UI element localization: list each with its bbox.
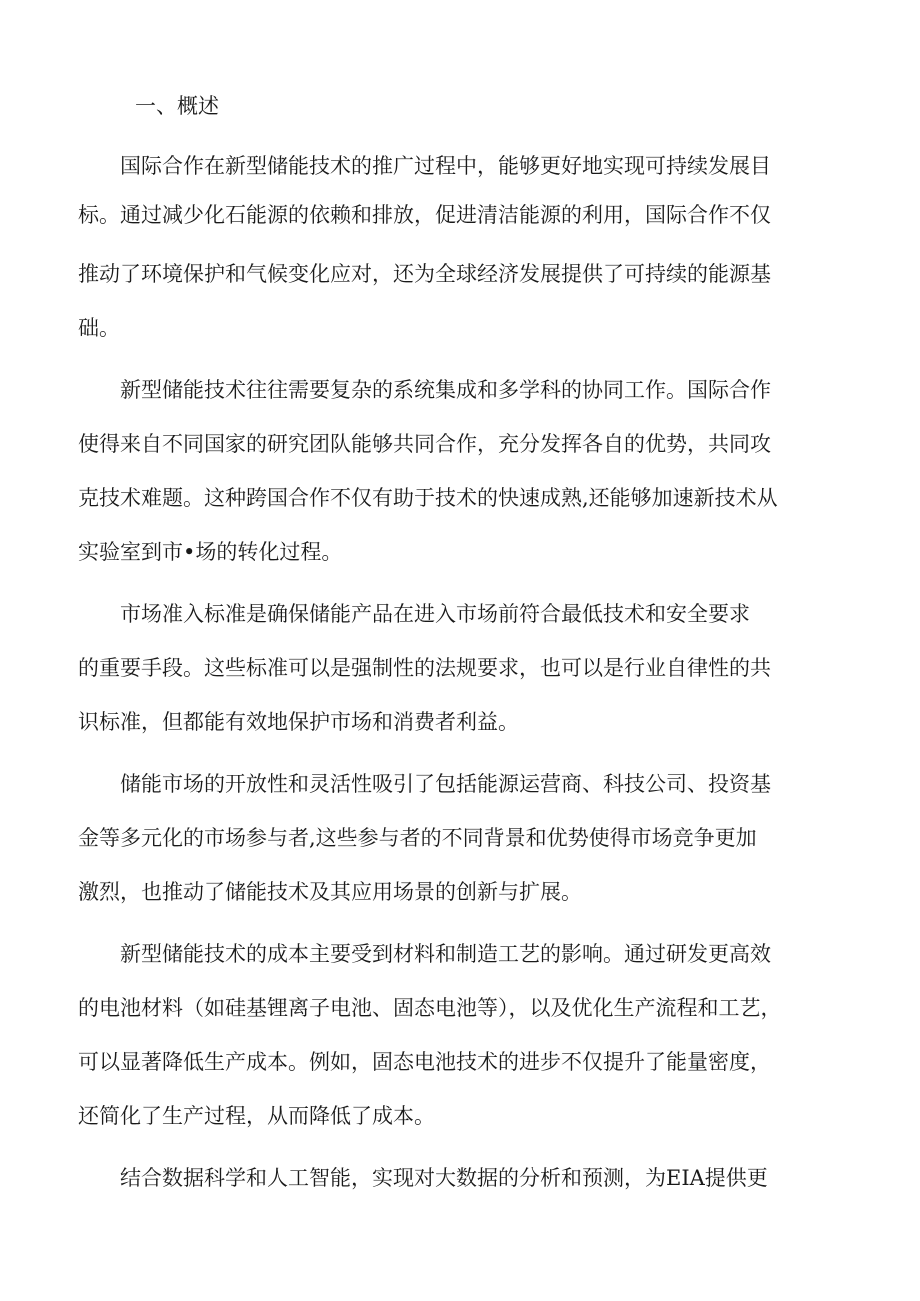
- paragraph-line: 新型储能技术的成本主要受到材料和制造工艺的影响。通过研发更高效: [120, 942, 771, 966]
- paragraph-line: 克技术难题。这种跨国合作不仅有助于技术的快速成熟,还能够加速新技术从: [78, 486, 778, 510]
- paragraph-line: 础。: [78, 316, 120, 340]
- paragraph-line: 还简化了生产过程，从而降低了成本。: [78, 1104, 435, 1128]
- paragraph-line: 识标准，但都能有效地保护市场和消费者利益。: [78, 710, 519, 734]
- section-heading: 一、概述: [135, 94, 219, 118]
- paragraph-line: 推动了环境保护和气候变化应对，还为全球经济发展提供了可持续的能源基: [78, 262, 771, 286]
- paragraph-line: 结合数据科学和人工智能，实现对大数据的分析和预测，为EIA提供更: [120, 1166, 768, 1190]
- paragraph-line: 标。通过减少化石能源的依赖和排放，促进清洁能源的利用，国际合作不仅: [78, 203, 771, 227]
- paragraph-line: 使得来自不同国家的研究团队能够共同合作，充分发挥各自的优势，共同攻: [78, 432, 771, 456]
- paragraph-line: 可以显著降低生产成本。例如，固态电池技术的进步不仅提升了能量密度，: [78, 1050, 771, 1074]
- paragraph-line: 激烈，也推动了储能技术及其应用场景的创新与扩展。: [78, 880, 582, 904]
- paragraph-line: 的电池材料（如硅基锂离子电池、固态电池等），以及优化生产流程和工艺，: [78, 996, 782, 1020]
- paragraph-line: 实验室到市•场的转化过程。: [78, 540, 343, 564]
- paragraph-line: 新型储能技术往往需要复杂的系统集成和多学科的协同工作。国际合作: [120, 378, 771, 402]
- paragraph-line: 市场准入标准是确保储能产品在进入市场前符合最低技术和安全要求: [120, 602, 750, 626]
- paragraph-line: 储能市场的开放性和灵活性吸引了包括能源运营商、科技公司、投资基: [120, 772, 771, 796]
- paragraph-line: 国际合作在新型储能技术的推广过程中，能够更好地实现可持续发展目: [120, 154, 771, 178]
- paragraph-line: 的重要手段。这些标准可以是强制性的法规要求，也可以是行业自律性的共: [78, 656, 771, 680]
- paragraph-line: 金等多元化的市场参与者,这些参与者的不同背景和优势使得市场竞争更加: [78, 826, 757, 850]
